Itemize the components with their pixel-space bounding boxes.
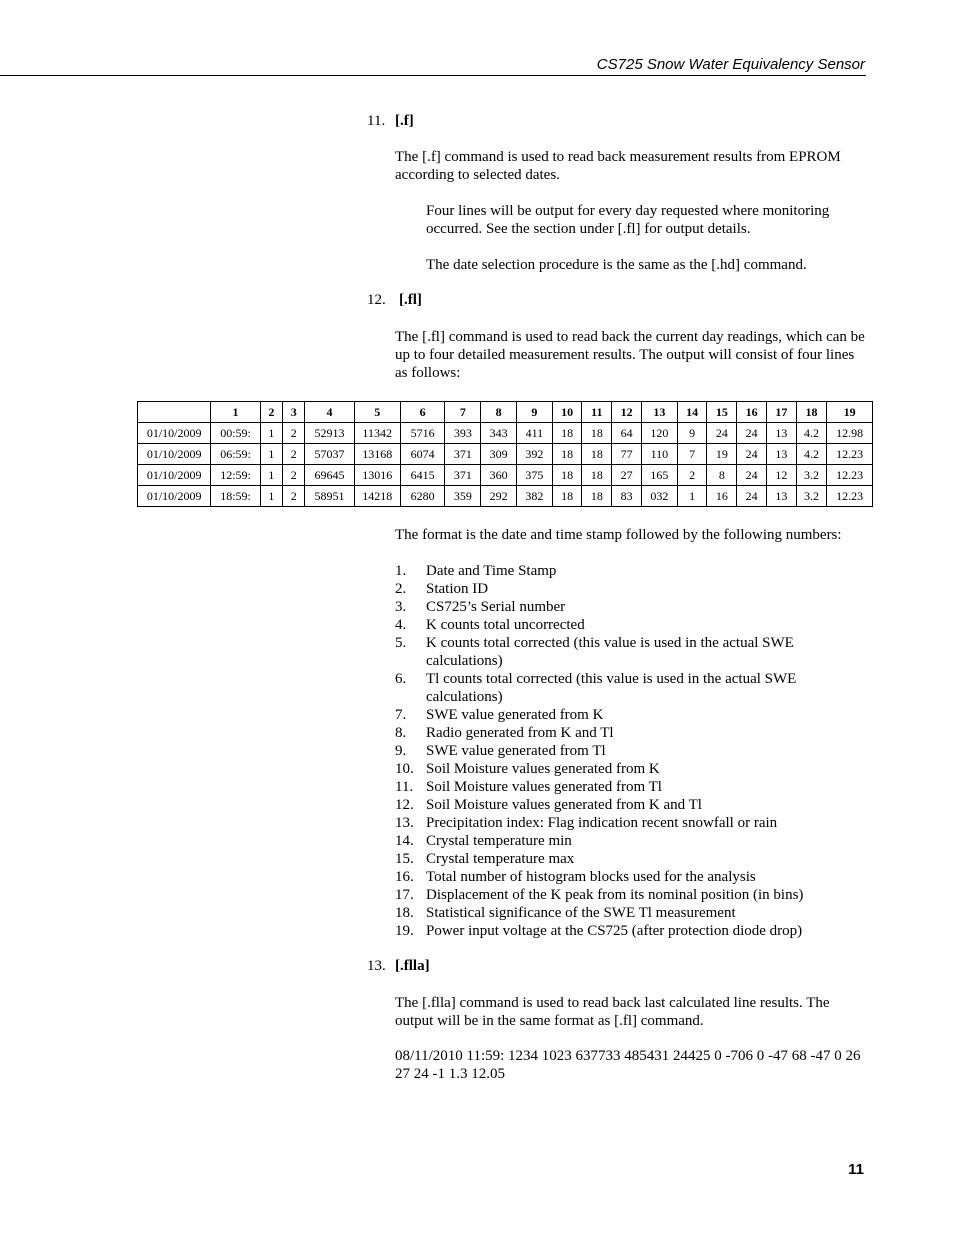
table-cell: 01/10/2009: [138, 423, 211, 444]
list-item-number: 4.: [395, 617, 407, 633]
table-cell: 2: [283, 486, 305, 507]
section-command: [.fl]: [399, 292, 422, 308]
page-number: 11: [848, 1161, 864, 1178]
table-cell: 18: [552, 423, 582, 444]
table-cell: 360: [481, 465, 517, 486]
table-cell: 12.98: [827, 423, 873, 444]
table-cell: 18: [582, 486, 612, 507]
list-item-text: K counts total uncorrected: [426, 617, 585, 633]
running-header-title: CS725 Snow Water Equivalency Sensor: [596, 56, 865, 73]
list-item: [395, 580, 865, 598]
readings-table: [137, 401, 873, 507]
table-cell: 52913: [305, 423, 354, 444]
table-cell: 393: [445, 423, 481, 444]
table-cell: 120: [641, 423, 677, 444]
list-item-number: 3.: [395, 599, 407, 615]
list-item-text: Power input voltage at the CS725 (after protection diode drop): [426, 923, 803, 939]
list-item: [395, 850, 865, 868]
list-item: [395, 796, 865, 814]
table-header-row: [138, 402, 873, 423]
section-heading-flla: [367, 958, 430, 975]
column-header: 18: [796, 402, 827, 423]
table-cell: 292: [481, 486, 517, 507]
fl-format-intro: The format is the date and time stamp followed by the following numbers:: [395, 527, 842, 543]
table-cell: 12.23: [827, 465, 873, 486]
table-cell: 12.23: [827, 444, 873, 465]
table-cell: 14218: [354, 486, 400, 507]
table-cell: 64: [612, 423, 642, 444]
list-item: [395, 670, 865, 706]
list-item-number: 7.: [395, 707, 407, 723]
table-cell: 16: [707, 486, 737, 507]
flla-example-output: 08/11/2010 11:59: 1234 1023 637733 485431 24425 0 -706 0 -47 68 -47 0 26 27 24 -1 1.3 12.05: [395, 1048, 861, 1082]
list-item: [395, 760, 865, 778]
list-item: [395, 724, 865, 742]
table-cell: 6415: [400, 465, 445, 486]
table-cell: 1: [677, 486, 707, 507]
list-item-text: Date and Time Stamp: [426, 563, 557, 579]
section-heading-f: [367, 113, 414, 130]
list-item-number: 18.: [395, 905, 414, 921]
table-cell: 12.23: [827, 486, 873, 507]
table-cell: 24: [737, 465, 767, 486]
list-item-number: 17.: [395, 887, 414, 903]
section-command: [.flla]: [395, 958, 430, 974]
table-cell: 371: [445, 465, 481, 486]
column-header: 1: [211, 402, 260, 423]
column-header: 5: [354, 402, 400, 423]
table-cell: 01/10/2009: [138, 486, 211, 507]
list-item-text: Statistical significance of the SWE Tl measurement: [426, 905, 736, 921]
table-cell: 382: [516, 486, 552, 507]
section-heading-fl: [367, 292, 422, 309]
table-cell: 18:59:: [211, 486, 260, 507]
table-cell: 2: [677, 465, 707, 486]
table-cell: 13: [766, 486, 796, 507]
list-item-text: SWE value generated from Tl: [426, 743, 606, 759]
table-cell: 1: [260, 423, 282, 444]
column-header: 17: [766, 402, 796, 423]
list-item-text: Crystal temperature min: [426, 833, 572, 849]
list-item: [395, 868, 865, 886]
table-body: [138, 423, 873, 507]
table-cell: 343: [481, 423, 517, 444]
section-number: 11.: [367, 113, 386, 129]
list-item-number: 2.: [395, 581, 407, 597]
list-item-text: Soil Moisture values generated from K and Tl: [426, 797, 702, 813]
list-item-text: Soil Moisture values generated from Tl: [426, 779, 662, 795]
table-cell: 110: [641, 444, 677, 465]
list-item-number: 13.: [395, 815, 414, 831]
flla-description: The [.flla] command is used to read back last calculated line results. The output will be in the same format as [.fl] command.: [395, 995, 830, 1029]
table-cell: 83: [612, 486, 642, 507]
list-item-number: 8.: [395, 725, 407, 741]
list-item-text: Displacement of the K peak from its nominal position (in bins): [426, 887, 804, 903]
list-item-number: 12.: [395, 797, 414, 813]
table-cell: 27: [612, 465, 642, 486]
table-row: [138, 486, 873, 507]
table-cell: 58951: [305, 486, 354, 507]
list-item-text: Radio generated from K and Tl: [426, 725, 614, 741]
list-item-number: 19.: [395, 923, 414, 939]
table-cell: 9: [677, 423, 707, 444]
list-item: [395, 742, 865, 760]
table-cell: 359: [445, 486, 481, 507]
list-item-text: K counts total corrected (this value is used in the actual SWE calculations): [426, 635, 794, 669]
list-item-text: Station ID: [426, 581, 489, 597]
column-header: 8: [481, 402, 517, 423]
list-item: [395, 832, 865, 850]
table-row: [138, 465, 873, 486]
table-cell: 309: [481, 444, 517, 465]
list-item: [395, 922, 865, 940]
list-item: [395, 598, 865, 616]
list-item-text: Tl counts total corrected (this value is used in the actual SWE calculations): [426, 671, 797, 705]
table-cell: 24: [737, 423, 767, 444]
column-header: [138, 402, 211, 423]
table-cell: 1: [260, 444, 282, 465]
list-item: [395, 634, 865, 670]
table-cell: 371: [445, 444, 481, 465]
column-header: 13: [641, 402, 677, 423]
table-cell: 00:59:: [211, 423, 260, 444]
column-header: 4: [305, 402, 354, 423]
table-cell: 6074: [400, 444, 445, 465]
f-date-selection-note: The date selection procedure is the same as the [.hd] command.: [426, 257, 807, 273]
table-row: [138, 423, 873, 444]
list-item: [395, 778, 865, 796]
f-output-note: Four lines will be output for every day requested where monitoring occurred. See the section under [.fl] for output details.: [426, 203, 830, 237]
list-item-number: 15.: [395, 851, 414, 867]
table-cell: 18: [582, 423, 612, 444]
list-item-text: Soil Moisture values generated from K: [426, 761, 660, 777]
column-header: 12: [612, 402, 642, 423]
table-cell: 3.2: [796, 486, 827, 507]
list-item-number: 5.: [395, 635, 407, 651]
table-cell: 18: [552, 465, 582, 486]
section-number: 12.: [367, 292, 386, 308]
table-cell: 01/10/2009: [138, 465, 211, 486]
column-header: 15: [707, 402, 737, 423]
table-cell: 3.2: [796, 465, 827, 486]
column-header: 9: [516, 402, 552, 423]
table-cell: 1: [260, 465, 282, 486]
table-cell: 19: [707, 444, 737, 465]
table-cell: 06:59:: [211, 444, 260, 465]
list-item-text: Crystal temperature max: [426, 851, 575, 867]
table-cell: 18: [582, 444, 612, 465]
section-number: 13.: [367, 958, 386, 974]
table-cell: 13016: [354, 465, 400, 486]
list-item-number: 14.: [395, 833, 414, 849]
list-item-number: 16.: [395, 869, 414, 885]
list-item-text: Total number of histogram blocks used for the analysis: [426, 869, 756, 885]
table-cell: 69645: [305, 465, 354, 486]
table-cell: 24: [737, 444, 767, 465]
list-item: [395, 904, 865, 922]
column-header: 16: [737, 402, 767, 423]
table-cell: 6280: [400, 486, 445, 507]
table-cell: 2: [283, 465, 305, 486]
table-cell: 032: [641, 486, 677, 507]
list-item-text: SWE value generated from K: [426, 707, 604, 723]
list-item: [395, 706, 865, 724]
list-item: [395, 814, 865, 832]
table-row: [138, 444, 873, 465]
table-cell: 11342: [354, 423, 400, 444]
field-list: [395, 562, 865, 940]
table-cell: 24: [737, 486, 767, 507]
list-item-number: 6.: [395, 671, 407, 687]
table-cell: 18: [552, 486, 582, 507]
table-cell: 4.2: [796, 423, 827, 444]
column-header: 19: [827, 402, 873, 423]
table-cell: 18: [552, 444, 582, 465]
header-rule: [0, 75, 866, 76]
table-cell: 57037: [305, 444, 354, 465]
section-command: [.f]: [395, 113, 414, 129]
list-item-text: Precipitation index: Flag indication recent snowfall or rain: [426, 815, 778, 831]
f-description: The [.f] command is used to read back measurement results from EPROM according to selected dates.: [395, 149, 841, 183]
table-cell: 24: [707, 423, 737, 444]
table-cell: 13168: [354, 444, 400, 465]
table-cell: 18: [582, 465, 612, 486]
table-cell: 2: [283, 444, 305, 465]
table-cell: 77: [612, 444, 642, 465]
table-cell: 1: [260, 486, 282, 507]
table-cell: 392: [516, 444, 552, 465]
table-cell: 13: [766, 423, 796, 444]
list-item-number: 11.: [395, 779, 414, 795]
table-cell: 4.2: [796, 444, 827, 465]
column-header: 10: [552, 402, 582, 423]
table-cell: 8: [707, 465, 737, 486]
table-cell: 5716: [400, 423, 445, 444]
table-cell: 13: [766, 444, 796, 465]
column-header: 3: [283, 402, 305, 423]
list-item: [395, 886, 865, 904]
table-cell: 2: [283, 423, 305, 444]
column-header: 14: [677, 402, 707, 423]
fl-description: The [.fl] command is used to read back the current day readings, which can be up to four detailed measurement results. The output will consist of four lines as follows:: [395, 329, 865, 381]
table-cell: 7: [677, 444, 707, 465]
table-cell: 375: [516, 465, 552, 486]
column-header: 7: [445, 402, 481, 423]
column-header: 11: [582, 402, 612, 423]
column-header: 2: [260, 402, 282, 423]
table-cell: 165: [641, 465, 677, 486]
list-item-text: CS725’s Serial number: [426, 599, 566, 615]
list-item-number: 10.: [395, 761, 414, 777]
list-item-number: 9.: [395, 743, 407, 759]
table-cell: 01/10/2009: [138, 444, 211, 465]
table-cell: 411: [516, 423, 552, 444]
table-cell: 12: [766, 465, 796, 486]
list-item: [395, 562, 865, 580]
column-header: 6: [400, 402, 445, 423]
table-cell: 12:59:: [211, 465, 260, 486]
list-item: [395, 616, 865, 634]
list-item-number: 1.: [395, 563, 407, 579]
